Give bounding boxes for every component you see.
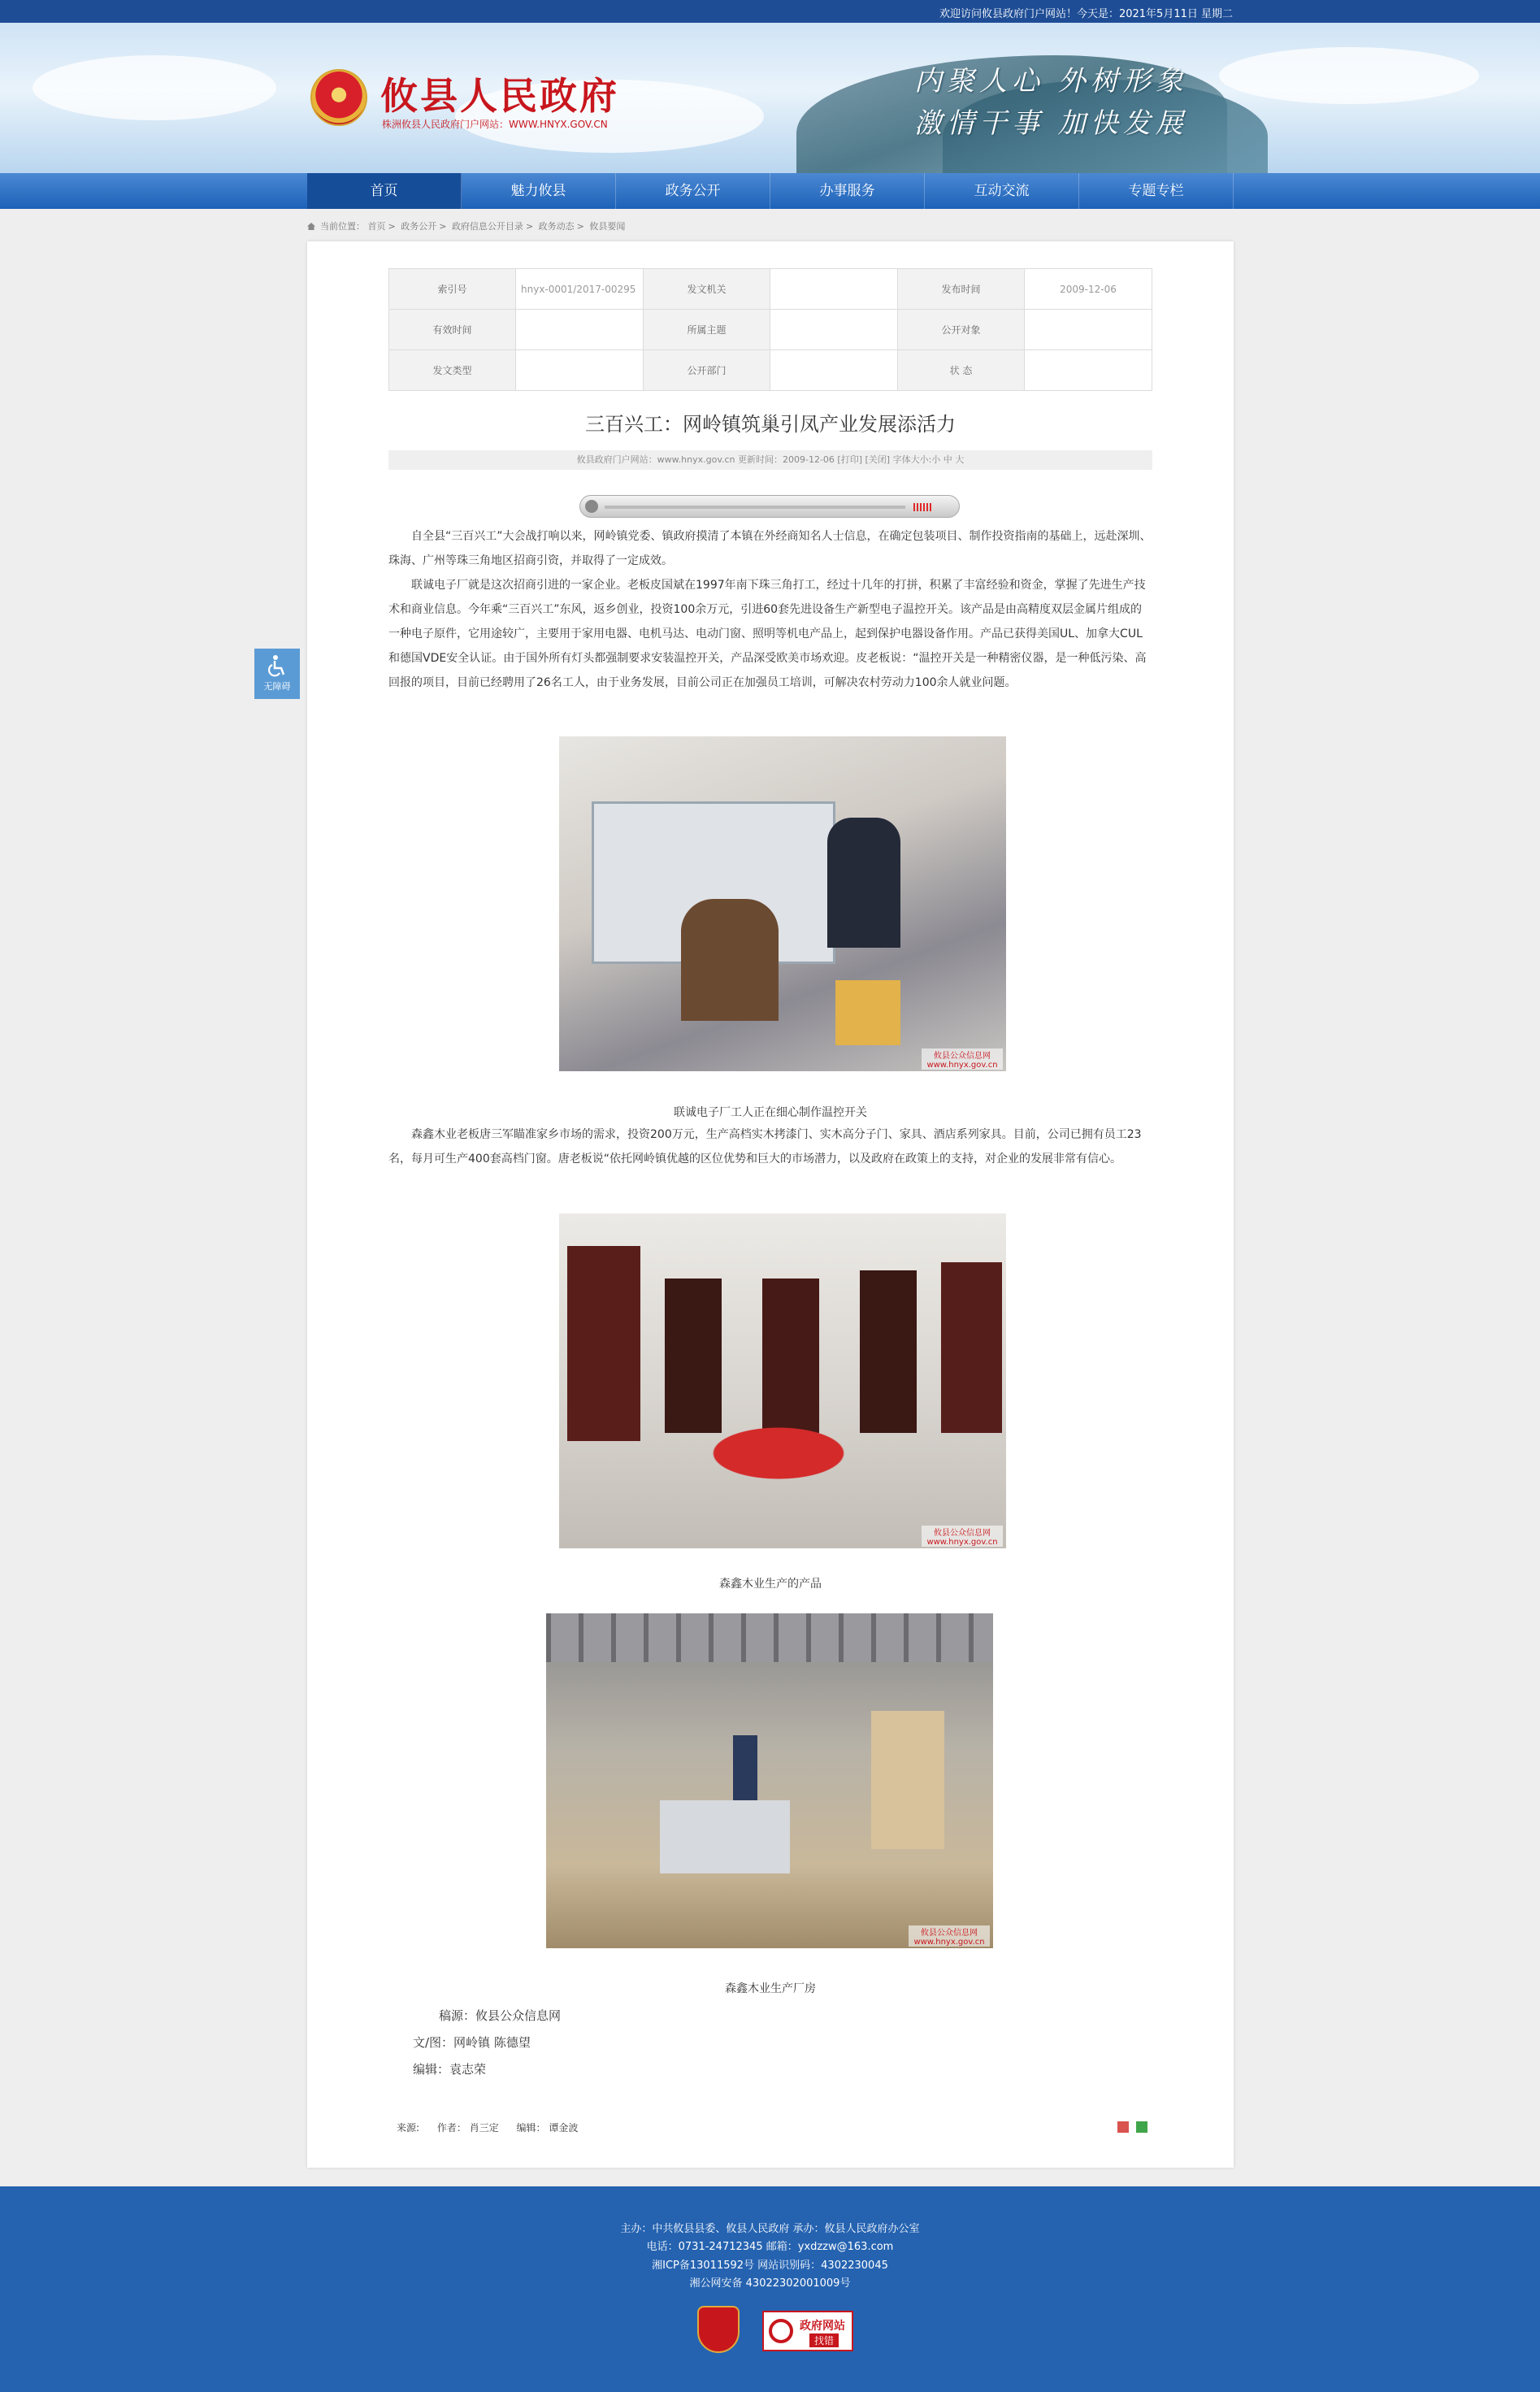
meta-value xyxy=(1025,310,1152,350)
nav-item-services[interactable]: 办事服务 xyxy=(770,173,925,209)
photo-watermark: 攸县公众信息网 www.hnyx.gov.cn xyxy=(922,1048,1003,1070)
article-photo-workshop xyxy=(546,1613,993,1948)
site-footer xyxy=(0,2186,1540,2392)
breadcrumb-link[interactable]: 政务动态 xyxy=(538,221,575,232)
document-meta-table xyxy=(388,268,1152,391)
article-paragraph: 联诚电子厂就是这次招商引进的一家企业。老板皮国斌在1997年南下珠三角打工，经过十几年的打拼，积累了丰富经验和资金，掌握了先进生产技术和商业信息。今年乘“三百兴工”东风，返乡创业，投资100余万元，引进60套先进设备生产新型电子温控开关。该产品是由高精度双层金属片组成的一种电子原件，它用途较广，主要用于家用电器、电机马达、电动门窗、照明等机电产品上，起到保护电器设备作用。产品已获得美国UL、加拿大CUL和德国VDE安全认证。由于国外所有灯头都强制要求安装温控开关，产品深受欧美市场欢迎。皮老板说：“温控开关是一种精密仪器，是一种低污染、高回报的项目，目前已经聘用了26名工人，由于业务发展，目前公司正在加强员工培训，可解决农村劳动力100余人就业问题。 xyxy=(388,579,1147,689)
breadcrumb-link[interactable]: 攸县要闻 xyxy=(589,221,626,232)
meta-key: 索引号 xyxy=(389,269,516,310)
header-banner xyxy=(0,23,1540,173)
site-title[interactable]: 攸县人民政府 xyxy=(380,74,619,118)
meta-key: 所属主题 xyxy=(644,310,770,350)
meta-value xyxy=(516,350,644,391)
meta-key: 发布时间 xyxy=(898,269,1025,310)
photo-detail xyxy=(835,980,900,1045)
photo-watermark: 攸县公众信息网 www.hnyx.gov.cn xyxy=(909,1925,990,1947)
slogan-line2: 激情干事 加快发展 xyxy=(914,107,1188,140)
meta-key: 有效时间 xyxy=(389,310,516,350)
meta-value xyxy=(770,269,898,310)
photo-caption: 联诚电子厂工人正在细心制作温控开关 xyxy=(674,1106,867,1119)
photo-detail xyxy=(733,1735,757,1800)
nav-item-charm[interactable]: 魅力攸县 xyxy=(462,173,616,209)
footer-author: 作者： 肖三定 xyxy=(436,2122,499,2134)
cloud-decoration xyxy=(1219,47,1479,104)
cloud-decoration xyxy=(33,55,276,120)
badge-action: 找错 xyxy=(809,2333,839,2347)
audio-progress-track[interactable] xyxy=(605,506,905,509)
credit-source: 稿源：攸县公众信息网 xyxy=(439,2008,562,2023)
nav-item-gov-affairs[interactable]: 政务公开 xyxy=(616,173,770,209)
meta-value: 2009-12-06 xyxy=(1025,269,1152,310)
meta-row xyxy=(389,269,1152,310)
breadcrumb-link[interactable]: 首页 xyxy=(367,221,386,232)
accessibility-button[interactable] xyxy=(254,649,300,699)
nav-item-home[interactable]: 首页 xyxy=(307,173,462,209)
photo-detail xyxy=(546,1613,993,1662)
main-nav xyxy=(0,173,1540,209)
share-icon[interactable] xyxy=(1136,2121,1147,2133)
article-photo-products xyxy=(559,1213,1006,1548)
article-paragraph: 自全县“三百兴工”大会战打响以来，网岭镇党委、镇政府摸清了本镇在外经商知名人士信息，在确定包装项目、制作投资指南的基础上，远赴深圳、珠海、广州等珠三角地区招商引资，并取得了一定成效。 xyxy=(388,530,1152,567)
breadcrumb: 当前位置： 首页 > 政务公开 > 政府信息公开目录 > 政务动态 > 攸县要闻 xyxy=(307,219,625,232)
footer-contact: 电话：0731-24712345 邮箱：yxdzzw@163.com xyxy=(646,2241,894,2253)
meta-key: 状 态 xyxy=(898,350,1025,391)
credit-author: 文/图：网岭镇 陈德望 xyxy=(413,2035,531,2050)
photo-detail xyxy=(681,899,779,1021)
article-info-bar: 攸县政府门户网站：www.hnyx.gov.cn 更新时间：2009-12-06 [打印] [关闭] 字体大小:小 中 大 xyxy=(388,450,1152,470)
photo-caption: 森鑫木业生产厂房 xyxy=(725,1982,816,1995)
breadcrumb-link[interactable]: 政府信息公开目录 xyxy=(451,221,523,232)
photo-watermark: 攸县公众信息网 www.hnyx.gov.cn xyxy=(922,1526,1003,1547)
print-icon[interactable] xyxy=(1117,2121,1129,2133)
greeting-text: 欢迎访问攸县政府门户网站！今天是：2021年5月11日 星期二 xyxy=(939,8,1233,20)
meta-row xyxy=(389,350,1152,391)
footer-editor: 编辑： 谭金波 xyxy=(516,2122,579,2134)
nav-item-interaction[interactable]: 互动交流 xyxy=(925,173,1079,209)
photo-detail xyxy=(941,1262,1002,1433)
slogan-line1: 内聚人心 外树形象 xyxy=(914,65,1188,98)
badge-title: 政府网站 xyxy=(800,2320,845,2333)
photo-detail xyxy=(871,1711,944,1849)
meta-key: 发文类型 xyxy=(389,350,516,391)
breadcrumb-link[interactable]: 政务公开 xyxy=(401,221,437,232)
article-title: 三百兴工：网岭镇筑巢引凤产业发展添活力 xyxy=(585,413,956,436)
audio-player[interactable] xyxy=(579,495,960,518)
photo-detail xyxy=(567,1246,640,1441)
footer-police-record[interactable]: 湘公网安备 43022302001009号 xyxy=(689,2277,851,2290)
report-error-badge[interactable] xyxy=(762,2311,853,2351)
article-tools xyxy=(1114,2121,1147,2136)
home-icon xyxy=(307,223,315,230)
play-icon[interactable] xyxy=(585,500,598,513)
accessibility-label: 无障碍 xyxy=(263,681,291,692)
breadcrumb-prefix: 当前位置： xyxy=(320,221,365,232)
meta-row xyxy=(389,310,1152,350)
article-paragraph: 森鑫木业老板唐三军瞄准家乡市场的需求，投资200万元，生产高档实木拷漆门、实木高分子门、家具、酒店系列家具。目前，公司已拥有员工23名，每月可生产400套高档门窗。唐老板说“依托网岭镇优越的区位优势和巨大的市场潜力，以及政府在政策上的支持，对企业的发展非常有信心。 xyxy=(388,1128,1142,1166)
wheelchair-icon xyxy=(267,655,288,678)
meta-key: 公开部门 xyxy=(644,350,770,391)
magnifier-icon xyxy=(769,2319,793,2343)
photo-detail xyxy=(827,818,900,948)
footer-source: 来源: xyxy=(397,2122,420,2134)
article-container xyxy=(307,241,1234,2168)
meta-key: 公开对象 xyxy=(898,310,1025,350)
photo-caption: 森鑫木业生产的产品 xyxy=(719,1578,822,1591)
volume-icon[interactable] xyxy=(913,503,933,511)
meta-value xyxy=(516,310,644,350)
article-photo-factory-workers xyxy=(559,736,1006,1071)
credit-editor: 编辑：袁志荣 xyxy=(413,2062,487,2077)
party-gov-badge[interactable] xyxy=(697,2306,740,2353)
meta-value xyxy=(1025,350,1152,391)
site-subtitle: 株洲攸县人民政府门户网站：WWW.HNYX.GOV.CN xyxy=(382,119,608,130)
national-emblem-logo[interactable] xyxy=(310,69,367,126)
photo-detail xyxy=(665,1409,892,1498)
meta-value xyxy=(770,350,898,391)
nav-item-topics[interactable]: 专题专栏 xyxy=(1079,173,1234,209)
top-bar xyxy=(0,0,1540,23)
footer-icp[interactable]: 湘ICP备13011592号 网站识别码：4302230045 xyxy=(652,2260,888,2272)
meta-value xyxy=(770,310,898,350)
article-footer-meta xyxy=(397,2121,592,2134)
meta-key: 发文机关 xyxy=(644,269,770,310)
meta-value: hnyx-0001/2017-00295 xyxy=(516,269,644,310)
photo-detail xyxy=(660,1800,790,1873)
footer-host: 主办：中共攸县县委、攸县人民政府 承办：攸县人民政府办公室 xyxy=(620,2223,920,2235)
